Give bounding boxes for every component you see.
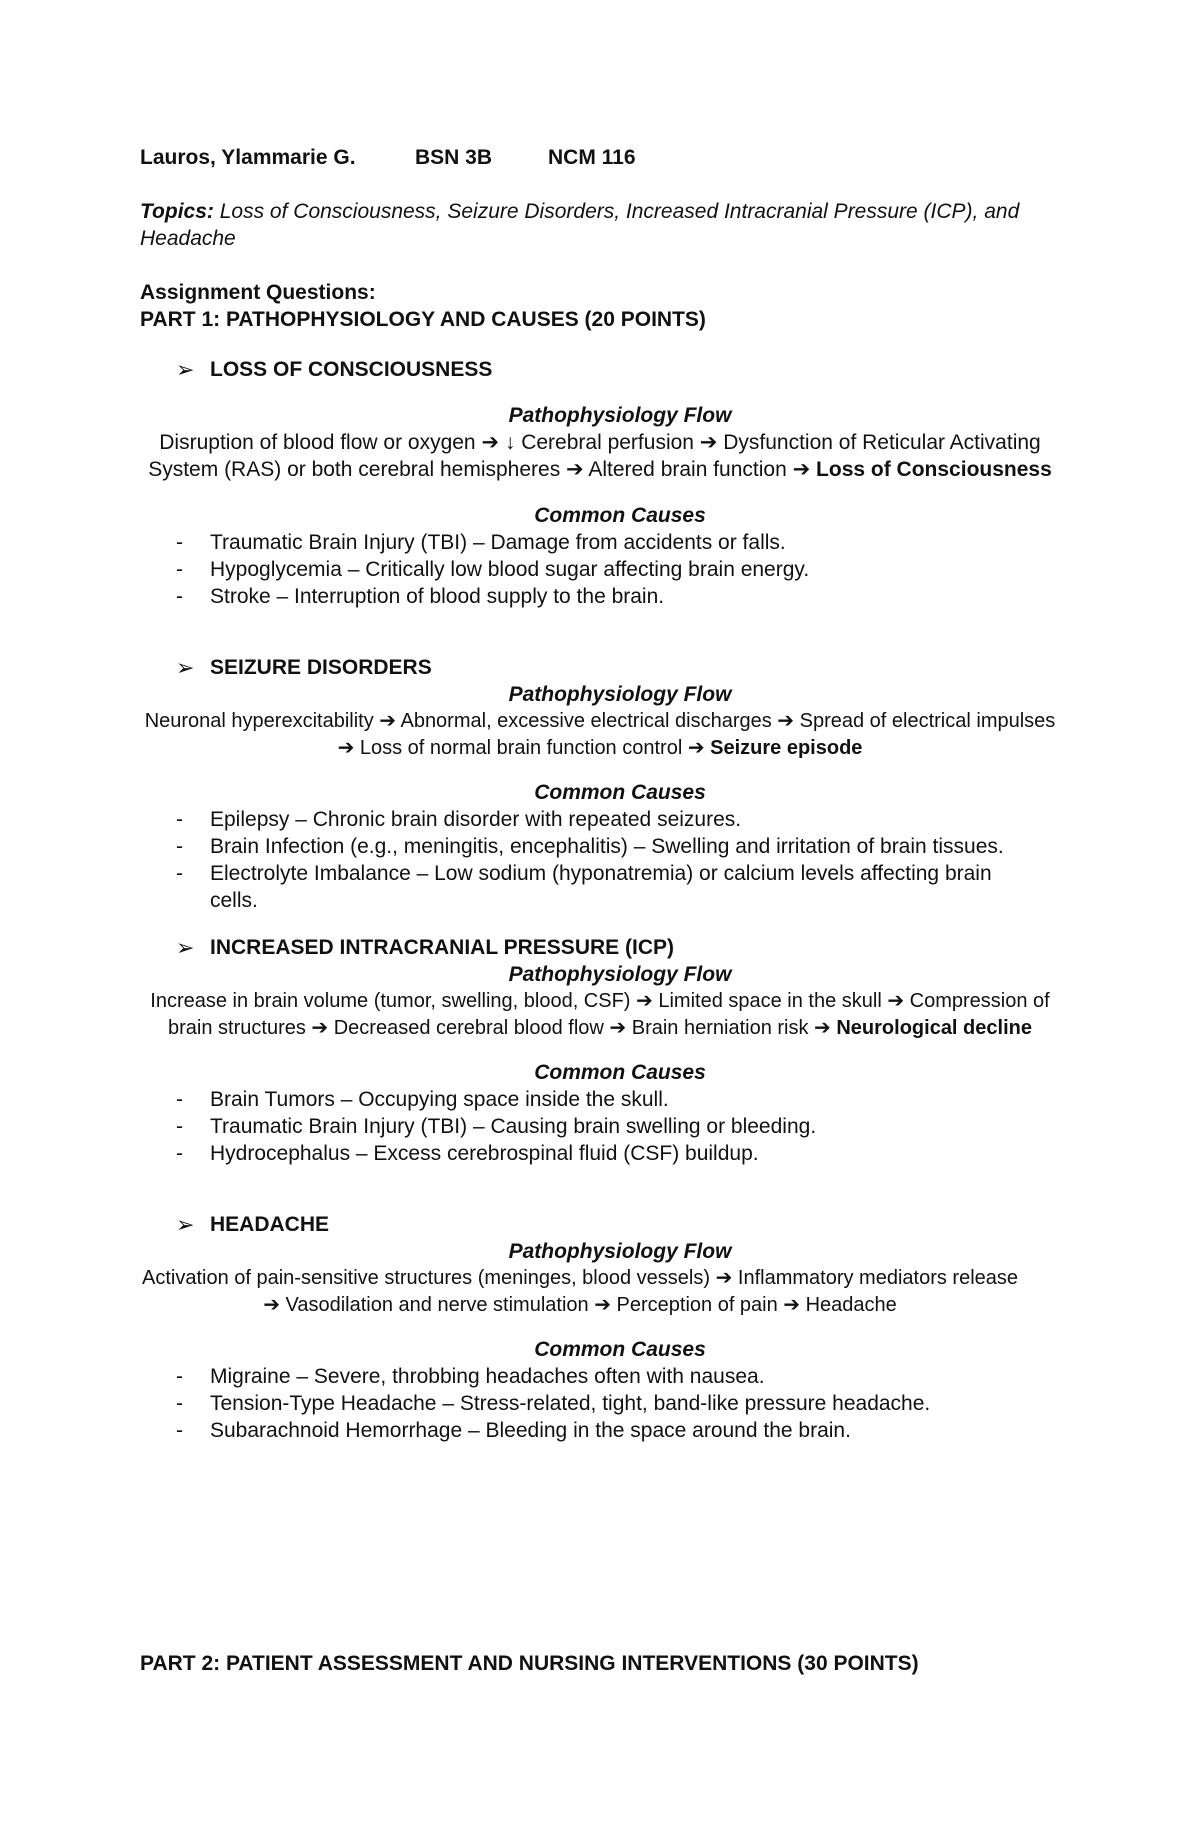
cause-item: - Migraine – Severe, throbbing headaches often with nausea. [176,1363,1060,1390]
flow-final: Neurological decline [836,1017,1032,1039]
flow-steps: Increase in brain volume (tumor, swelling, blood, CSF) ➔ Limited space in the skull ➔ Compression of brain structures ➔ Decreased cerebral blood flow ➔ Brain herniation risk ➔ [150,990,1050,1039]
section-heading [176,1211,1060,1238]
cause-item: - Tension-Type Headache – Stress-related, tight, band-like pressure headache. [176,1390,1060,1417]
causes-list [140,1363,1060,1444]
cause-item: - Brain Infection (e.g., meningitis, encephalitis) – Swelling and irritation of brain tissues. [176,833,1060,860]
student-name: Lauros, Ylammarie G. [140,146,356,169]
section-heading [176,356,1060,383]
document-content [140,144,1060,1444]
arrow-bullet-icon: ➢ [176,357,195,382]
course-code: NCM 116 [548,146,636,169]
causes-title: Common Causes [534,1061,706,1084]
flow-steps: Activation of pain-sensitive structures (meninges, blood vessels) ➔ Inflammatory mediators release ➔ Vasodilation and nerve stimulation ➔ Perception of pain ➔ Headache [141,1267,1018,1316]
section-seizure-disorders [140,654,1060,914]
arrow-bullet-icon: ➢ [176,1212,195,1237]
topics-text: Loss of Consciousness, Seizure Disorders, Increased Intracranial Pressure (ICP), and Headache [140,200,1020,250]
section-title: LOSS OF CONSCIOUSNESS [210,358,493,381]
section-heading [176,654,1060,681]
cause-item: - Hypoglycemia – Critically low blood sugar affecting brain energy. [176,556,1060,583]
causes-title: Common Causes [534,504,706,527]
part1-title: PART 1: PATHOPHYSIOLOGY AND CAUSES (20 POINTS) [140,308,706,331]
flow-final: Loss of Consciousness [816,458,1052,481]
arrow-bullet-icon: ➢ [176,655,195,680]
causes-list [140,1086,1060,1167]
causes-list [140,806,1060,914]
causes-title: Common Causes [534,781,706,804]
section-title: INCREASED INTRACRANIAL PRESSURE (ICP) [210,936,674,959]
cause-item: - Epilepsy – Chronic brain disorder with repeated seizures. [176,806,1060,833]
flow-text [140,708,1060,762]
flow-title: Pathophysiology Flow [508,1240,732,1263]
section-increased-icp [140,934,1060,1167]
topics-label: Topics: [140,200,214,223]
flow-final: Seizure episode [710,737,863,759]
causes-list [140,529,1060,610]
cause-item: - Traumatic Brain Injury (TBI) – Causing brain swelling or bleeding. [176,1113,1060,1140]
cause-item: - Brain Tumors – Occupying space inside the skull. [176,1086,1060,1113]
flow-text [140,988,1060,1042]
section-heading [176,934,1060,961]
assignment-questions-label: Assignment Questions: [140,281,376,304]
cause-item: - Electrolyte Imbalance – Low sodium (hyponatremia) or calcium levels affecting brain cells. [176,860,1060,914]
flow-steps: Disruption of blood flow or oxygen ➔ ↓ Cerebral perfusion ➔ Dysfunction of Reticular Activating System (RAS) or both cerebral hemispheres ➔ Altered brain function ➔ [148,431,1041,481]
section-loss-of-consciousness [140,356,1060,610]
causes-title: Common Causes [534,1338,706,1361]
section-title: SEIZURE DISORDERS [210,656,432,679]
student-section: BSN 3B [415,146,493,169]
student-header [140,144,1060,171]
part2-title: PART 2: PATIENT ASSESSMENT AND NURSING INTERVENTIONS (30 POINTS) [140,1652,919,1675]
flow-text [140,1265,1060,1319]
flow-steps: Neuronal hyperexcitability ➔ Abnormal, excessive electrical discharges ➔ Spread of electrical impulses ➔ Loss of normal brain function control ➔ [144,710,1056,759]
arrow-bullet-icon: ➢ [176,935,195,960]
flow-title: Pathophysiology Flow [508,404,732,427]
flow-title: Pathophysiology Flow [508,683,732,706]
cause-item: - Hydrocephalus – Excess cerebrospinal fluid (CSF) buildup. [176,1140,1060,1167]
flow-text [140,429,1060,483]
section-title: HEADACHE [210,1213,330,1236]
topics-line [140,198,1060,252]
cause-item: - Subarachnoid Hemorrhage – Bleeding in the space around the brain. [176,1417,1060,1444]
cause-item: - Stroke – Interruption of blood supply to the brain. [176,583,1060,610]
flow-title: Pathophysiology Flow [508,963,732,986]
cause-item: - Traumatic Brain Injury (TBI) – Damage from accidents or falls. [176,529,1060,556]
section-headache [140,1211,1060,1444]
